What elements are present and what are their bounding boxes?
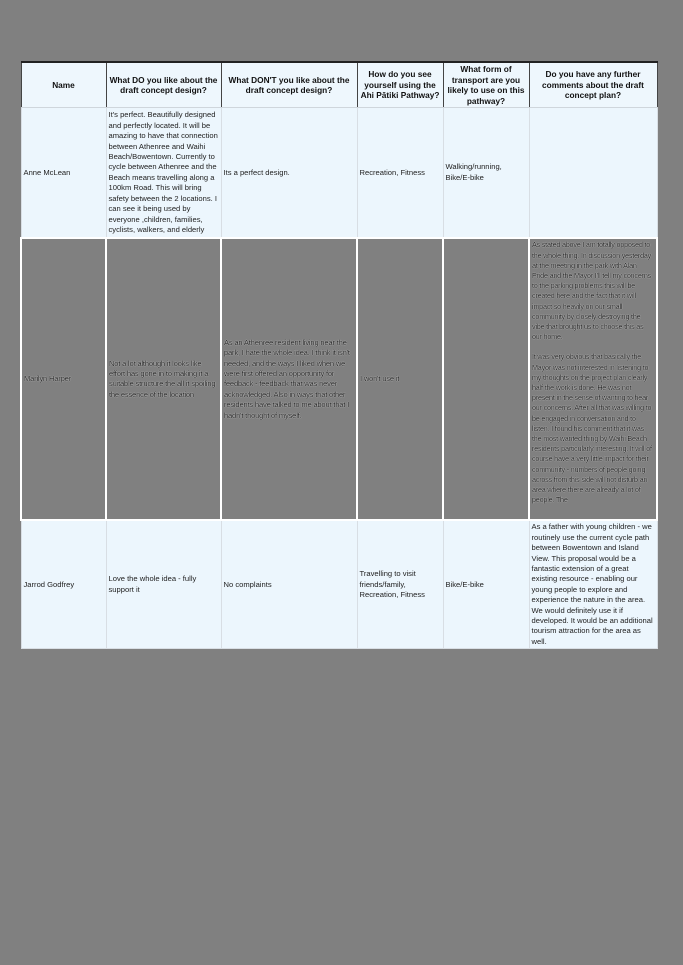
cell-comments: As a father with young children - we routinely use the current cycle path between Bowentown and Island View. This proposal would be a fantastic extension of a great existing resource - enabling our young people to explore and experience the nature in the area. We would definitely use it if developed. It would be an additional tourism attraction for the area as well.: [529, 520, 657, 648]
cell-transport: Bike/E-bike: [443, 520, 529, 648]
cell-likes: Love the whole idea - fully support it: [106, 520, 221, 648]
cell-likes: [106, 238, 221, 520]
cell-dislikes: Its a perfect design.: [221, 108, 357, 239]
redacted-text: As an Athenree resident living near the park, I hate the whole idea. I think it isn't needed, and the ways I liked when we were first offered an opportunity for feedback - feedback that was never acknowledged. Also in ways that other residents have talked to me about that I hadn't thought of myself.: [224, 337, 350, 420]
header-transport: What form of transport are you likely to use on this pathway?: [443, 62, 529, 108]
redacted-text: It was very obvious that basically the Mayor was not interested in listening to my thoughts on the project plan clearly half the work is done. He was not present in the sense of wanting to hear our concerns. After all that was willing to be engaged in conversation and to listen. I found his comment that it was the most wanted thing by Waihi Beach residents particularly interesting. It will of course have a very little impact for their community - numbers of people going across from this side will not disturb an area where there are already a lot of people. The: [532, 352, 652, 505]
table-row: [21, 108, 657, 239]
cell-usage: Recreation, Fitness: [357, 108, 443, 239]
cell-dislikes: No complaints: [221, 520, 357, 648]
header-name: Name: [21, 62, 106, 108]
cell-dislikes: [221, 238, 357, 520]
table-header-row: [21, 62, 657, 108]
cell-likes: It's perfect. Beautifully designed and perfectly located. It will be amazing to have that connection between Athenree and Waihi Beach/Bowentown. Currently to cycle between Athenree and the Beach means travelling along a 100km Road. This will bring safety between the 2 locations. I can see it being used by everyone ,children, families, cyclists, walkers, and elderly: [106, 108, 221, 239]
header-likes: What DO you like about the draft concept design?: [106, 62, 221, 108]
redacted-text: As stated above I am totally opposed to the whole thing. In discussion yesterday at the meeting in the park with Alan Pride and the Mayor I'll tell my concerns to the parking problems this will be created here and the fact that it will impact so heavily on our small community by closely destroying the vibe that brought us to choose this as our home.: [532, 240, 652, 342]
header-usage: How do you see yourself using the Ahi Pātiki Pathway?: [357, 62, 443, 108]
cell-transport: [443, 238, 529, 520]
table-row: [21, 520, 657, 648]
cell-comments: [529, 238, 657, 520]
header-comments: Do you have any further comments about the draft concept plan?: [529, 62, 657, 108]
redacted-text: Marilyn Harper: [24, 374, 71, 384]
cell-name: Jarrod Godfrey: [21, 520, 106, 648]
cell-usage: Travelling to visit friends/family, Recreation, Fitness: [357, 520, 443, 648]
cell-name: [21, 238, 106, 520]
table-row-redacted: [21, 238, 657, 520]
redacted-text: I won't use it: [360, 374, 400, 384]
cell-comments: [529, 108, 657, 239]
comments-overflow-container: [532, 240, 654, 518]
cell-usage: [357, 238, 443, 520]
cell-name: Anne McLean: [21, 108, 106, 239]
redacted-text: Not a lot although it looks like effort has gone in to making it a suitable structure the all it spoiling the essence of the location: [109, 358, 216, 399]
cell-transport: Walking/running, Bike/E-bike: [443, 108, 529, 239]
header-dislikes: What DON'T you like about the draft concept design?: [221, 62, 357, 108]
submissions-table: [20, 61, 658, 649]
submissions-table-container: [20, 61, 656, 649]
